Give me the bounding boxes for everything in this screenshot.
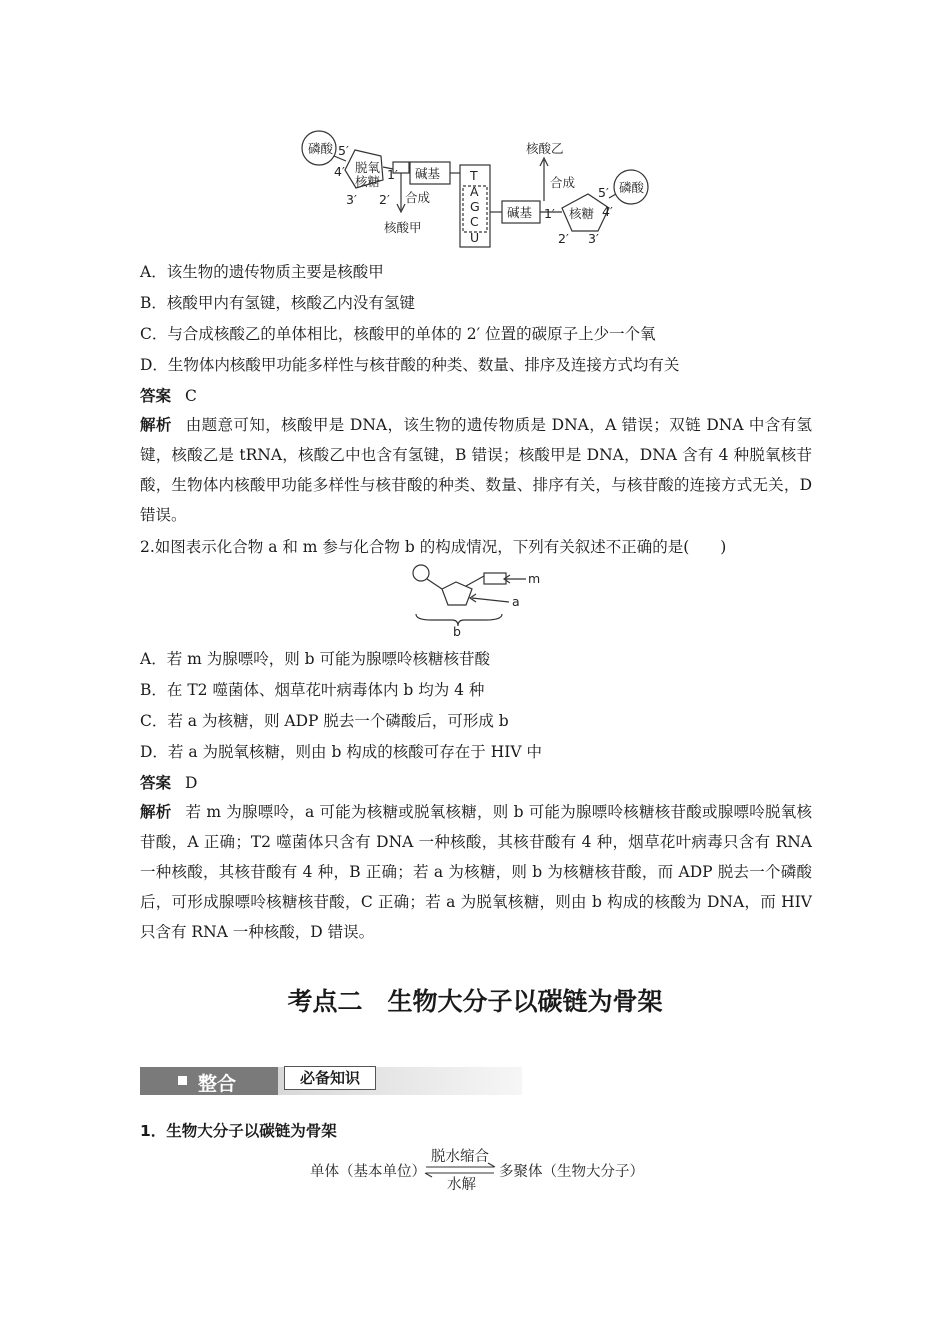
- banner-square-icon: [178, 1076, 187, 1085]
- reaction-equation: [300, 1146, 660, 1192]
- ribose-label: 核糖: [569, 206, 595, 221]
- q2-option-a: A．若 m 为腺嘌呤，则 b 可能为腺嘌呤核糖核苷酸: [140, 650, 491, 668]
- deoxyribose-label-1: 脱氧: [355, 160, 381, 175]
- synth-label-left: 合成: [405, 190, 431, 205]
- section-title: 考点二 生物大分子以碳链为骨架: [287, 987, 663, 1016]
- q1-analysis: [140, 410, 812, 530]
- deoxyribose-label-2: 核糖: [355, 174, 381, 189]
- point-1-heading: 1．生物大分子以碳链为骨架: [140, 1122, 337, 1140]
- q1-answer: [140, 386, 197, 406]
- analysis-label: 解析: [140, 416, 172, 434]
- base-label-right: 碱基: [507, 205, 533, 220]
- banner-right-label: 必备知识: [284, 1066, 376, 1090]
- analysis-text: 由题意可知，核酸甲是 DNA，该生物的遗传物质是 DNA，A 错误；双链 DNA 中含有氢键，核酸乙是 tRNA，核酸乙中也含有氢键，B 错误；核酸甲是 DNA，DNA 含有 4 种脱氧核苷酸，生物体内核酸甲功能多样性与核苷酸的种类、数量、排序有关，与核苷酸的连接方式无关，D 错误。: [140, 416, 812, 524]
- banner-left-label: 整合: [198, 1073, 237, 1095]
- analysis-label: 解析: [140, 803, 172, 821]
- synth-label-right: 合成: [550, 175, 576, 190]
- eq-bottom-text: 水解: [447, 1177, 476, 1192]
- eq-right-text: 多聚体（生物大分子）: [499, 1164, 644, 1180]
- phosphate-label-right: 磷酸: [619, 180, 645, 195]
- nucleic-acid-jia-label: 核酸甲: [384, 220, 422, 235]
- answer-label: 答案: [140, 387, 172, 405]
- base-letter-a: A: [470, 184, 479, 199]
- answer-value: C: [185, 387, 197, 405]
- q2-option-c: C．若 a 为核糖，则 ADP 脱去一个磷酸后，可形成 b: [140, 712, 509, 730]
- label-m: m: [528, 571, 541, 586]
- base-letter-t: T: [470, 168, 478, 183]
- prime3-right: 3′: [588, 231, 599, 246]
- prime4-right: 4′: [602, 204, 613, 219]
- nucleotide-diagram: [406, 562, 546, 642]
- prime1-left: 1′: [387, 167, 398, 182]
- q1-option-a: A．该生物的遗传物质主要是核酸甲: [140, 263, 384, 281]
- q1-option-b: B．核酸甲内有氢键，核酸乙内没有氢键: [140, 294, 415, 312]
- answer-value: D: [185, 774, 198, 792]
- q1-option-c: C．与合成核酸乙的单体相比，核酸甲的单体的 2′ 位置的碳原子上少一个氧: [140, 325, 656, 343]
- answer-label: 答案: [140, 774, 172, 792]
- section-banner: [140, 1064, 522, 1098]
- base-letter-u: U: [470, 230, 480, 245]
- nucleic-acid-yi-label: 核酸乙: [526, 141, 564, 156]
- prime5-right: 5′: [598, 185, 609, 200]
- q2-stem: 2.如图表示化合物 a 和 m 参与化合物 b 的构成情况，下列有关叙述不正确的是( ): [140, 538, 727, 556]
- base-label-left: 碱基: [415, 166, 441, 181]
- banner-dark: [140, 1067, 278, 1095]
- prime5-left: 5′: [338, 143, 349, 158]
- analysis-text: 若 m 为腺嘌呤，a 可能为核糖或脱氧核糖，则 b 可能为腺嘌呤核糖核苷酸或腺嘌呤脱氧核苷酸，A 正确；T2 噬菌体只含有 DNA 一种核酸，其核苷酸有 4 种，烟草花叶病毒只含有 RNA 一种核酸，其核苷酸有 4 种，B 正确；若 a 为核糖，则 b 为核糖核苷酸，而 ADP 脱去一个磷酸后，可形成腺嘌呤核糖核苷酸，C 正确；若 a 为脱氧核糖，则由 b 构成的核酸为 DNA，而 HIV 只含有 RNA 一种核酸，D 错误。: [140, 803, 812, 941]
- prime4-left: 4′: [334, 164, 345, 179]
- prime2-right: 2′: [558, 231, 569, 246]
- nucleic-acid-diagram: [298, 128, 658, 250]
- base-letter-c: C: [470, 214, 479, 229]
- q2-answer: [140, 773, 197, 793]
- q2-option-d: D．若 a 为脱氧核糖，则由 b 构成的核酸可存在于 HIV 中: [140, 743, 542, 761]
- prime2-left: 2′: [379, 192, 390, 207]
- label-b: b: [453, 624, 461, 639]
- base-letter-g: G: [470, 199, 480, 214]
- eq-left-text: 单体（基本单位）: [310, 1164, 426, 1180]
- eq-top-text: 脱水缩合: [431, 1149, 489, 1165]
- q2-option-b: B．在 T2 噬菌体、烟草花叶病毒体内 b 均为 4 种: [140, 681, 485, 699]
- q2-analysis: [140, 797, 812, 947]
- phosphate-label-left: 磷酸: [308, 141, 334, 156]
- label-a: a: [512, 594, 520, 609]
- prime3-left: 3′: [346, 192, 357, 207]
- q1-option-d: D．生物体内核酸甲功能多样性与核苷酸的种类、数量、排序及连接方式均有关: [140, 356, 680, 374]
- prime1-right: 1′: [544, 206, 555, 221]
